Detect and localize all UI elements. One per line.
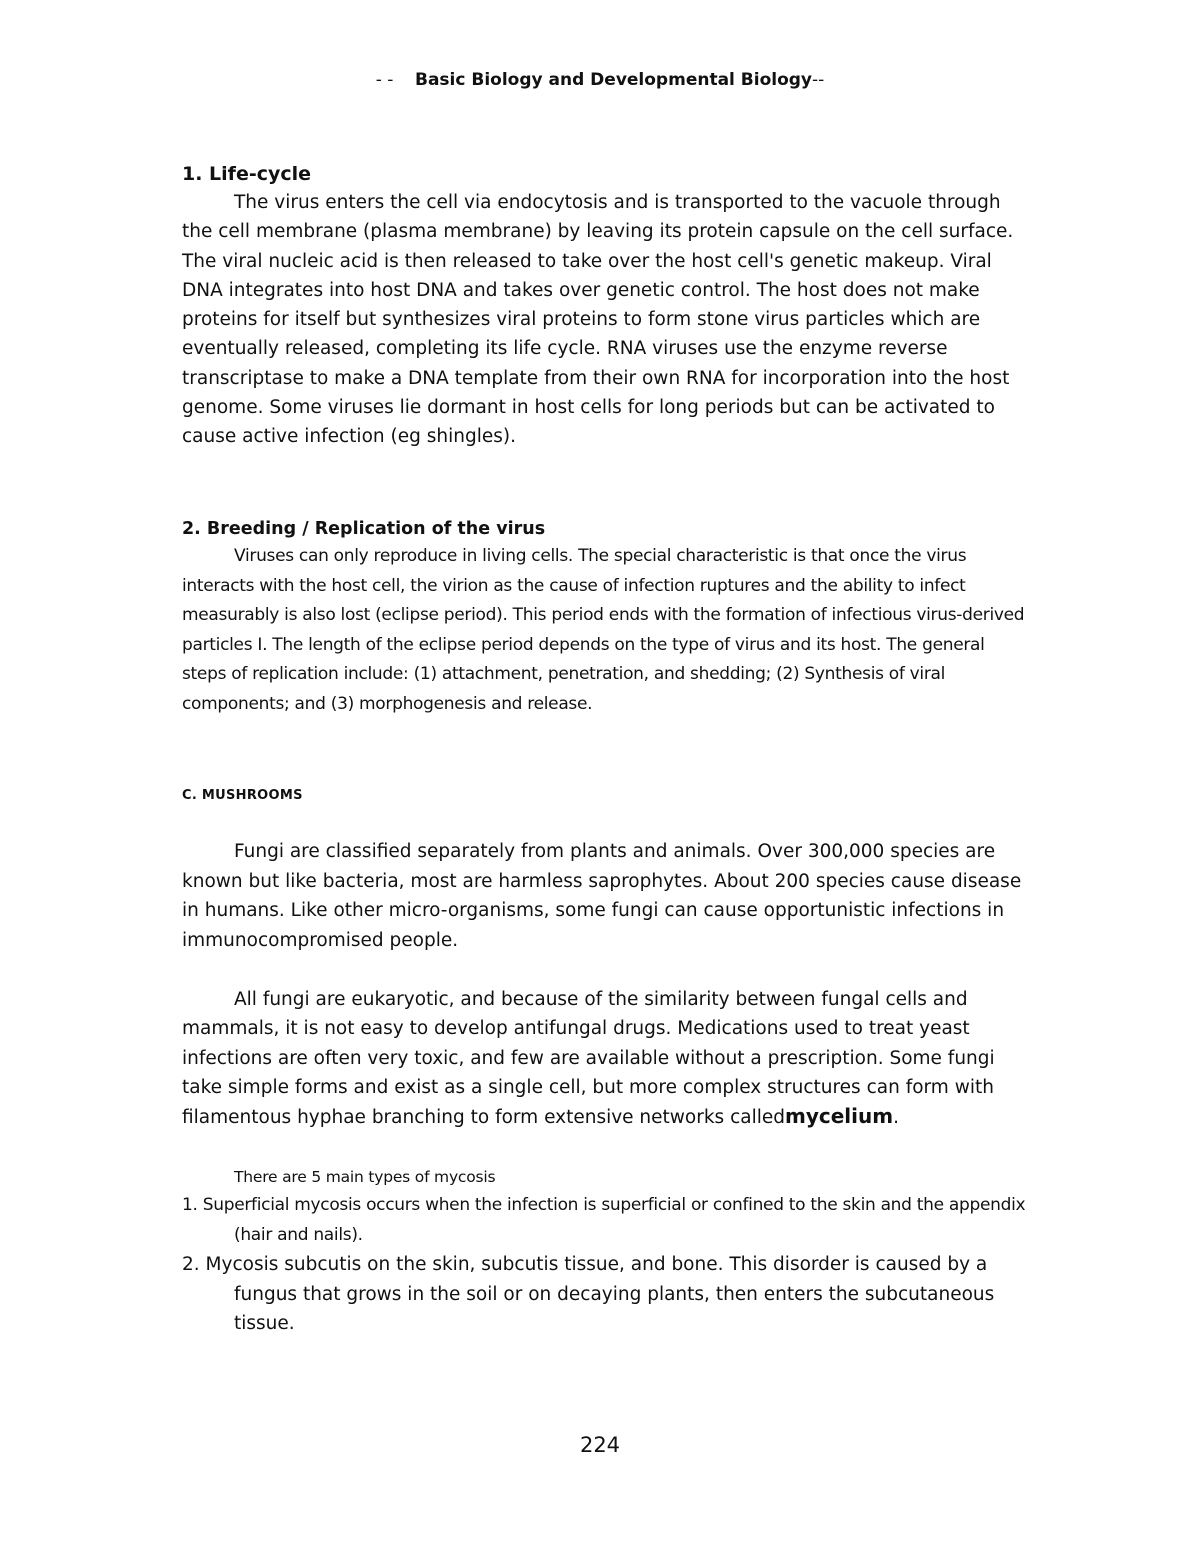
life-cycle-heading: 1. Life-cycle: [182, 163, 312, 185]
header-title: Basic Biology and Developmental Biology: [415, 70, 813, 90]
fungi-eukaryotic-end: .: [893, 1107, 899, 1129]
fungi-eukaryotic-text: All fungi are eukaryotic, and because of the similarity between fungal cells and mammals, it is not easy to develop antifungal drugs. Medications used to treat yeast infections are often very toxic, and few are available without a prescription. Some fungi take simple forms and exist as a single cell, but more complex structures can form with filamentous hyphae branching to form extensive networks called: [182, 989, 995, 1129]
mycelium-term: mycelium: [785, 1104, 894, 1129]
list-item-number: 2.: [182, 1254, 200, 1275]
mycosis-types-intro: There are 5 main types of mycosis: [234, 1168, 496, 1186]
list-item-text: Superficial mycosis occurs when the infection is superficial or confined to the skin and the appendix (hair and nails).: [202, 1195, 1026, 1245]
page-number: 224: [579, 1433, 621, 1457]
breeding-heading: 2. Breeding / Replication of the virus: [182, 519, 546, 539]
mushrooms-heading: C. MUSHROOMS: [182, 788, 303, 803]
fungi-eukaryotic-paragraph: [182, 985, 1032, 1132]
list-item-number: 1.: [182, 1195, 198, 1215]
mycosis-types-list: [182, 1191, 1032, 1339]
list-item: [182, 1191, 1032, 1250]
running-header: [0, 68, 1200, 92]
life-cycle-paragraph: The virus enters the cell via endocytosis and is transported to the vacuole through the cell membrane (plasma membrane) by leaving its protein capsule on the cell surface. The viral nucleic acid is then released to take over the host cell's genetic makeup. Viral DNA integrates into host DNA and takes over genetic control. The host does not make proteins for itself but synthesizes viral proteins to form stone virus particles which are eventually released, completing its life cycle. RNA viruses use the enzyme reverse transcriptase to make a DNA template from their own RNA for incorporation into the host genome. Some viruses lie dormant in host cells for long periods but can be activated to cause active infection (eg shingles).: [182, 192, 1014, 448]
breeding-paragraph: Viruses can only reproduce in living cells. The special characteristic is that once the virus interacts with the host cell, the virion as the cause of infection ruptures and the ability to infect measurably is also lost (eclipse period). This period ends with the formation of infectious virus-derived particles I. The length of the eclipse period depends on the type of virus and its host. The general steps of replication include: (1) attachment, penetration, and shedding; (2) Synthesis of viral components; and (3) morphogenesis and release.: [182, 546, 1025, 714]
list-item: [182, 1250, 1032, 1339]
fungi-classification-paragraph: Fungi are classified separately from plants and animals. Over 300,000 species are known but like bacteria, most are harmless saprophytes. About 200 species cause disease in humans. Like other micro-organisms, some fungi can cause opportunistic infections in immunocompromised people.: [182, 841, 1022, 951]
header-trailing-dashes: --: [812, 70, 825, 90]
list-item-text: Mycosis subcutis on the skin, subcutis tissue, and bone. This disorder is caused by a fungus that grows in the soil or on decaying plants, then enters the subcutaneous tissue.: [205, 1254, 995, 1334]
header-dashes: - -: [375, 70, 394, 90]
